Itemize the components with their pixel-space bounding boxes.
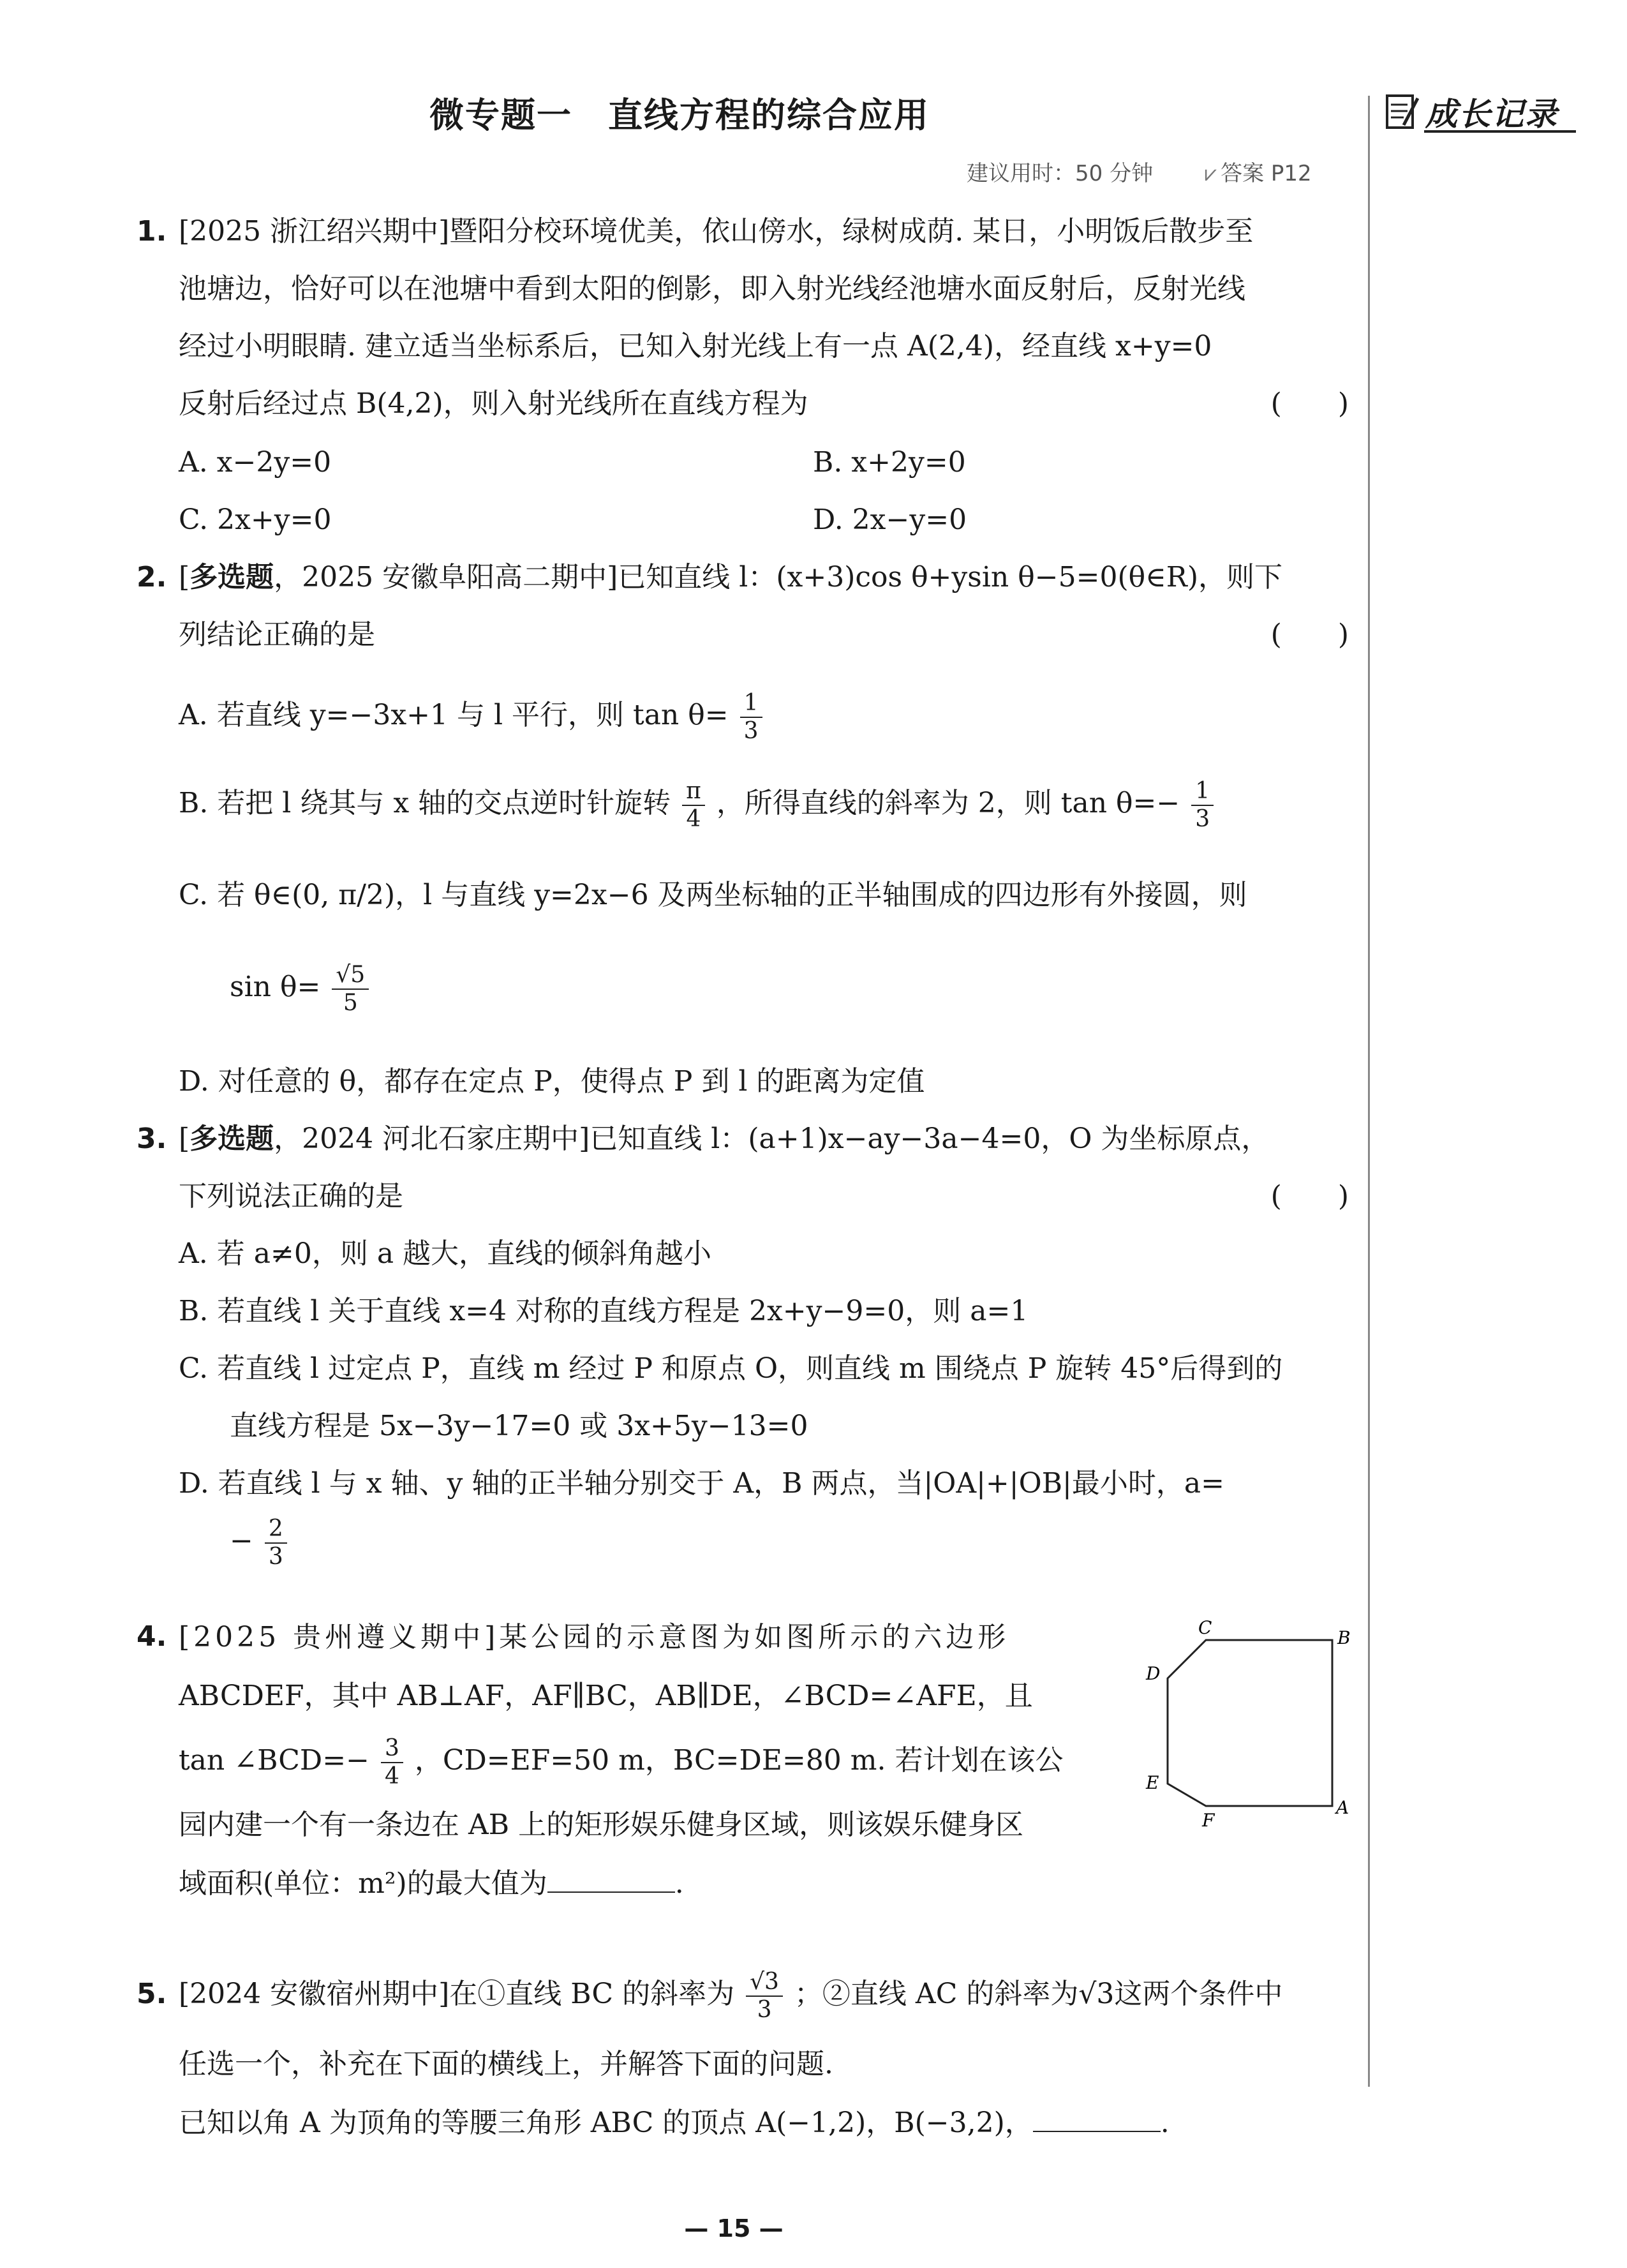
option-d — [179, 1053, 925, 1110]
stem-line: ABCDEF，其中 AB⊥AF，AF∥BC，AB∥DE，∠BCD=∠AFE，且 — [179, 1680, 1033, 1712]
numerator: π — [682, 778, 705, 806]
option-text: − — [230, 1525, 253, 1557]
stem-text: . — [674, 1867, 684, 1900]
numerator: √5 — [332, 962, 369, 990]
vertex-label-d: D — [1146, 1663, 1161, 1684]
stem-line — [179, 2094, 1170, 2152]
answer-paren: ( ) — [1270, 618, 1349, 651]
question-1 — [137, 203, 1349, 535]
question-number: 5. — [137, 1978, 167, 2010]
fraction — [332, 962, 369, 1017]
question-tag: 多选题 — [189, 1123, 274, 1155]
vertex-label-a: A — [1336, 1797, 1349, 1818]
denominator: 3 — [757, 1996, 772, 2023]
stem-line — [179, 1854, 1132, 1913]
option-text: A. 若直线 y=−3x+1 与 l 平行，则 tan θ= — [179, 699, 729, 731]
stem-text: ，CD=EF=50 m，BC=DE=80 m. 若计划在该公 — [414, 1744, 1064, 1777]
answer-blank[interactable] — [1033, 2105, 1161, 2132]
question-number: 1. — [137, 215, 167, 248]
denominator: 3 — [743, 717, 759, 744]
question-number: 3. — [137, 1123, 167, 1155]
stem-line — [179, 1726, 1132, 1796]
option-c — [179, 867, 1247, 924]
stem-line — [179, 1953, 1349, 2036]
fraction — [746, 1969, 783, 2024]
stem-line: 反射后经过点 B(4,2)，则入射光线所在直线方程为 — [179, 387, 808, 420]
fraction — [740, 690, 762, 745]
numerator: 1 — [740, 690, 762, 718]
denominator: 5 — [343, 989, 358, 1016]
option-text: ，所得直线的斜率为 2，则 tan θ=− — [716, 787, 1180, 819]
suggested-time-row — [967, 156, 1312, 187]
question-stem — [179, 1110, 1349, 1570]
numerator: √3 — [746, 1969, 783, 1997]
denominator: 4 — [384, 1763, 399, 1789]
hexagon-shape — [1168, 1640, 1332, 1806]
question-2 — [137, 549, 1349, 1110]
page-number: — 15 — — [684, 2214, 784, 2242]
question-stem — [179, 1608, 1132, 1913]
answer-paren: ( ) — [1270, 387, 1349, 420]
stem-text: ，2025 安徽阜阳高二期中]已知直线 l：(x+3)cos θ+ysin θ−5=0(θ∈R)，则下 — [274, 561, 1282, 593]
fraction — [682, 778, 705, 833]
question-stem — [179, 549, 1349, 664]
stem-line: 列结论正确的是 — [179, 618, 375, 651]
option-c: C. 若直线 l 过定点 P，直线 m 经过 P 和原点 O，则直线 m 围绕点 P 旋转 45°后得到的 — [179, 1352, 1283, 1385]
fraction — [265, 1516, 287, 1570]
option-text: C. 若 θ∈(0, π/2)，l 与直线 y=2x−6 及两坐标轴的正半轴围成的四边形有外接圆，则 — [179, 879, 1247, 911]
logo — [1385, 89, 1576, 134]
stem-line: [多选题，2025 安徽阜阳高二期中]已知直线 l：(x+3)cos θ+ysin θ−5=0(θ∈R)，则下 — [179, 561, 1282, 593]
answer-blank[interactable] — [547, 1866, 675, 1893]
option-d: D. 2x−y=0 — [813, 504, 967, 536]
option-d: D. 若直线 l 与 x 轴、y 轴的正半轴分别交于 A，B 两点，当|OA|+|OB|最小时，a= — [179, 1467, 1224, 1500]
stem-text: ，2024 河北石家庄期中]已知直线 l：(a+1)x−ay−3a−4=0，O 为坐标原点， — [274, 1123, 1270, 1155]
vertex-label-c: C — [1198, 1617, 1212, 1638]
stem-text: tan ∠BCD=− — [179, 1744, 369, 1777]
stem-line: 池塘边，恰好可以在池塘中看到太阳的倒影，即入射光线经池塘水面反射后，反射光线 — [179, 272, 1245, 305]
stem-text: 已知以角 A 为顶角的等腰三角形 ABC 的顶点 A(−1,2)，B(−3,2)， — [179, 2107, 1033, 2139]
page-title: 微专题一 直线方程的综合应用 — [429, 95, 930, 135]
option-c-cont — [230, 959, 371, 1017]
option-c-cont: 直线方程是 5x−3y−17=0 或 3x+5y−13=0 — [230, 1410, 808, 1442]
margin-divider — [1368, 96, 1370, 2087]
logo-text: 成长记录 — [1425, 95, 1558, 133]
question-tag: 多选题 — [189, 561, 274, 593]
notebook-icon — [1385, 92, 1420, 131]
option-a: A. 若 a≠0，则 a 越大，直线的倾斜角越小 — [179, 1237, 712, 1270]
answer-ref: 答案 P12 — [1221, 161, 1312, 186]
numerator: 3 — [381, 1735, 403, 1763]
option-c: C. 2x+y=0 — [179, 504, 332, 536]
fraction — [1191, 778, 1214, 833]
question-5 — [137, 1953, 1349, 2144]
option-text: sin θ= — [230, 971, 321, 1003]
question-stem — [179, 1953, 1349, 2093]
stem-text: ；②直线 AC 的斜率为√3这两个条件中 — [794, 1978, 1283, 2010]
stem-line: [多选题，2024 河北石家庄期中]已知直线 l：(a+1)x−ay−3a−4=0，O 为坐标原点， — [179, 1123, 1270, 1155]
check-arrow-icon: ⩗ — [1204, 161, 1217, 186]
fraction — [381, 1735, 403, 1790]
stem-text: 域面积(单位：m²)的最大值为 — [179, 1867, 547, 1900]
stem-text: . — [1160, 2107, 1170, 2139]
numerator: 2 — [265, 1516, 287, 1544]
numerator: 1 — [1191, 778, 1214, 806]
stem-text: [2024 安徽宿州期中]在①直线 BC 的斜率为 — [179, 1978, 735, 2010]
vertex-label-f: F — [1202, 1810, 1215, 1831]
question-number: 2. — [137, 561, 167, 593]
question-4 — [137, 1608, 1132, 1966]
option-b: B. 若直线 l 关于直线 x=4 对称的直线方程是 2x+y−9=0，则 a=1 — [179, 1295, 1029, 1327]
option-b: B. x+2y=0 — [813, 446, 966, 479]
question-3 — [137, 1110, 1349, 1595]
denominator: 3 — [268, 1543, 283, 1570]
denominator: 3 — [1195, 805, 1210, 832]
option-text: B. 若把 l 绕其与 x 轴的交点逆时针旋转 — [179, 787, 671, 819]
option-d-cont — [179, 1512, 1349, 1570]
suggested-time: 建议用时：50 分钟 — [967, 161, 1154, 186]
vertex-label-b: B — [1337, 1627, 1351, 1648]
stem-line: 下列说法正确的是 — [179, 1180, 403, 1212]
option-a: A. x−2y=0 — [179, 446, 332, 479]
logo-underline — [1424, 130, 1576, 133]
denominator: 4 — [686, 805, 701, 832]
question-number: 4. — [137, 1620, 167, 1653]
answer-paren: ( ) — [1270, 1180, 1349, 1212]
stem-line: [2025 贵州遵义期中]某公园的示意图为如图所示的六边形 — [179, 1621, 1010, 1653]
stem-line: 经过小明眼睛. 建立适当坐标系后，已知入射光线上有一点 A(2,4)，经直线 x+y=0 — [179, 330, 1212, 362]
vertex-label-e: E — [1146, 1772, 1159, 1793]
stem-line: 任选一个，补充在下面的横线上，并解答下面的问题. — [179, 2048, 833, 2080]
hexagon-diagram — [1142, 1608, 1359, 1831]
stem-line: 园内建一个有一条边在 AB 上的矩形娱乐健身区域，则该娱乐健身区 — [179, 1809, 1024, 1841]
question-stem — [179, 203, 1349, 433]
stem-line: [2025 浙江绍兴期中]暨阳分校环境优美，依山傍水，绿树成荫. 某日，小明饭后散步至 — [179, 215, 1254, 248]
option-b — [179, 775, 1216, 833]
option-a — [179, 687, 765, 745]
option-text: D. 对任意的 θ，都存在定点 P，使得点 P 到 l 的距离为定值 — [179, 1065, 925, 1098]
